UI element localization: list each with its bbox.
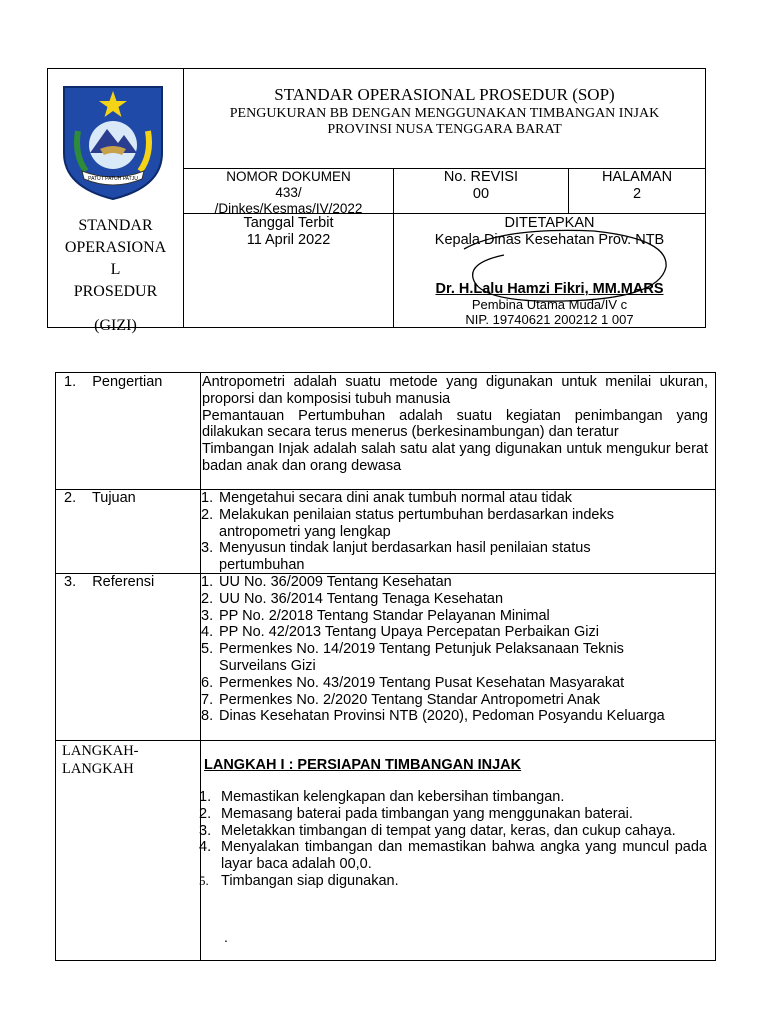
list-item: 7. Permenkes No. 2/2020 Tentang Standar Antropometri Anak [201,691,601,708]
signature-mark [444,219,674,309]
signer-name: Dr. H.Lalu Hamzi Fikri, MM.MARS [435,281,664,297]
document-title: STANDAR OPERASIONAL PROSEDUR (SOP) [274,85,615,104]
issued-label: Tanggal Terbit [243,215,334,231]
section-label-langkah [62,742,139,778]
list-item: 2. UU No. 36/2014 Tentang Tenaga Kesehatan [201,590,504,607]
sop-header-table [47,68,706,334]
page-cell [569,169,705,203]
issued-cell [184,215,393,249]
section-label-tujuan: 2. Tujuan [64,490,136,506]
ntb-emblem-icon [60,83,166,201]
referensi-list [201,574,671,725]
list-item: 3. Meletakkan timbangan di tempat yang datar, keras, dan cukup cahaya. [199,822,676,839]
approved-by: Kepala Dinas Kesehatan Prov. NTB [434,232,665,248]
revision-label: No. REVISI [443,169,519,185]
pengertian-paragraph-2: Pemantauan Pertumbuhan adalah suatu kegiatan penimbangan yang dilakukan secara terus menerus (berkesinambungan) dan teratur [202,407,708,441]
list-item: 5. Permenkes No. 14/2019 Tentang Petunjuk Pelaksanaan Teknis Surveilans Gizi [201,641,624,674]
list-item: 3. PP No. 2/2018 Tentang Standar Pelayanan Minimal [201,607,550,624]
sop-left-title [48,215,183,337]
signer-nip: NIP. 19740621 200212 1 007 [465,312,634,327]
doc-number-line-1: 433/ [275,185,302,200]
page-value: 2 [632,186,642,202]
langkah-label-line-2: LANGKAH [62,761,134,777]
document-subtitle-line-1: PENGUKURAN BB DENGAN MENGGUNAKAN TIMBANGAN INJAK [229,106,660,121]
province-logo [60,83,166,201]
revision-cell [394,169,568,203]
document-subtitle-line-2: PROVINSI NUSA TENGGARA BARAT [327,122,562,137]
list-item: 8. Dinas Kesehatan Provinsi NTB (2020), Pedoman Posyandu Keluarga [201,708,665,725]
doc-number-cell [184,169,393,217]
langkah-heading: LANGKAH I : PERSIAPAN TIMBANGAN INJAK [204,757,522,773]
list-item: 1. UU No. 36/2009 Tentang Kesehatan [201,574,452,590]
approved-label: DITETAPKAN [504,215,595,231]
trailing-mark: . [224,929,228,945]
langkah-list [199,789,707,890]
revision-value: 00 [472,186,490,202]
issued-date: 11 April 2022 [246,232,331,248]
left-title-line-3: L [110,261,121,278]
left-title-line-5: (GIZI) [94,317,137,334]
section-label-pengertian: 1. Pengertian [64,374,163,390]
logo-motto-text: PATUT PATUH PATJU [88,176,138,182]
divider [56,740,715,741]
signer-rank: Pembina Utama Muda/IV c [471,297,628,312]
pengertian-paragraph-1: Antropometri adalah suatu metode yang digunakan untuk menilai ukuran, proporsi dan komposisi tubuh manusia [202,374,708,407]
pengertian-content [202,374,708,475]
left-title-line-4: PROSEDUR [73,283,158,300]
langkah-label-line-1: LANGKAH- [62,743,139,759]
doc-number-label: NOMOR DOKUMEN [226,169,351,184]
page-label: HALAMAN [601,169,673,185]
list-item: 5. Timbangan siap digunakan. [199,872,399,889]
doc-number-line-2: /Dinkes/Kesmas/IV/2022 [214,201,363,216]
sop-content-table [55,372,716,961]
list-item: 6. Permenkes No. 43/2019 Tentang Pusat Kesehatan Masyarakat [201,674,625,691]
tujuan-list [201,490,651,574]
section-label-referensi: 3. Referensi [64,574,155,590]
list-item: 2. Melakukan penilaian status pertumbuhan berdasarkan indeks antropometri yang lengkap [201,506,614,540]
list-item: 3. Menyusun tindak lanjut berdasarkan hasil penilaian status pertumbuhan [201,540,591,574]
left-title-line-1: STANDAR [78,217,153,234]
left-title-line-2: OPERASIONA [64,239,167,256]
list-item: 1. Memastikan kelengkapan dan kebersihan timbangan. [199,789,565,805]
list-item: 1. Mengetahui secara dini anak tumbuh normal atau tidak [201,490,573,506]
pengertian-paragraph-3: Timbangan Injak adalah salah satu alat yang digunakan untuk mengukur berat badan anak dan orang dewasa [202,441,708,474]
list-item: 2. Memasang baterai pada timbangan yang menggunakan baterai. [199,805,633,822]
list-item: 4. PP No. 42/2013 Tentang Upaya Percepatan Perbaikan Gizi [201,624,599,641]
list-item: 4. Menyalakan timbangan dan memastikan bahwa angka yang muncul pada layar baca adalah 00,0. [199,839,707,873]
approval-cell [394,215,705,327]
